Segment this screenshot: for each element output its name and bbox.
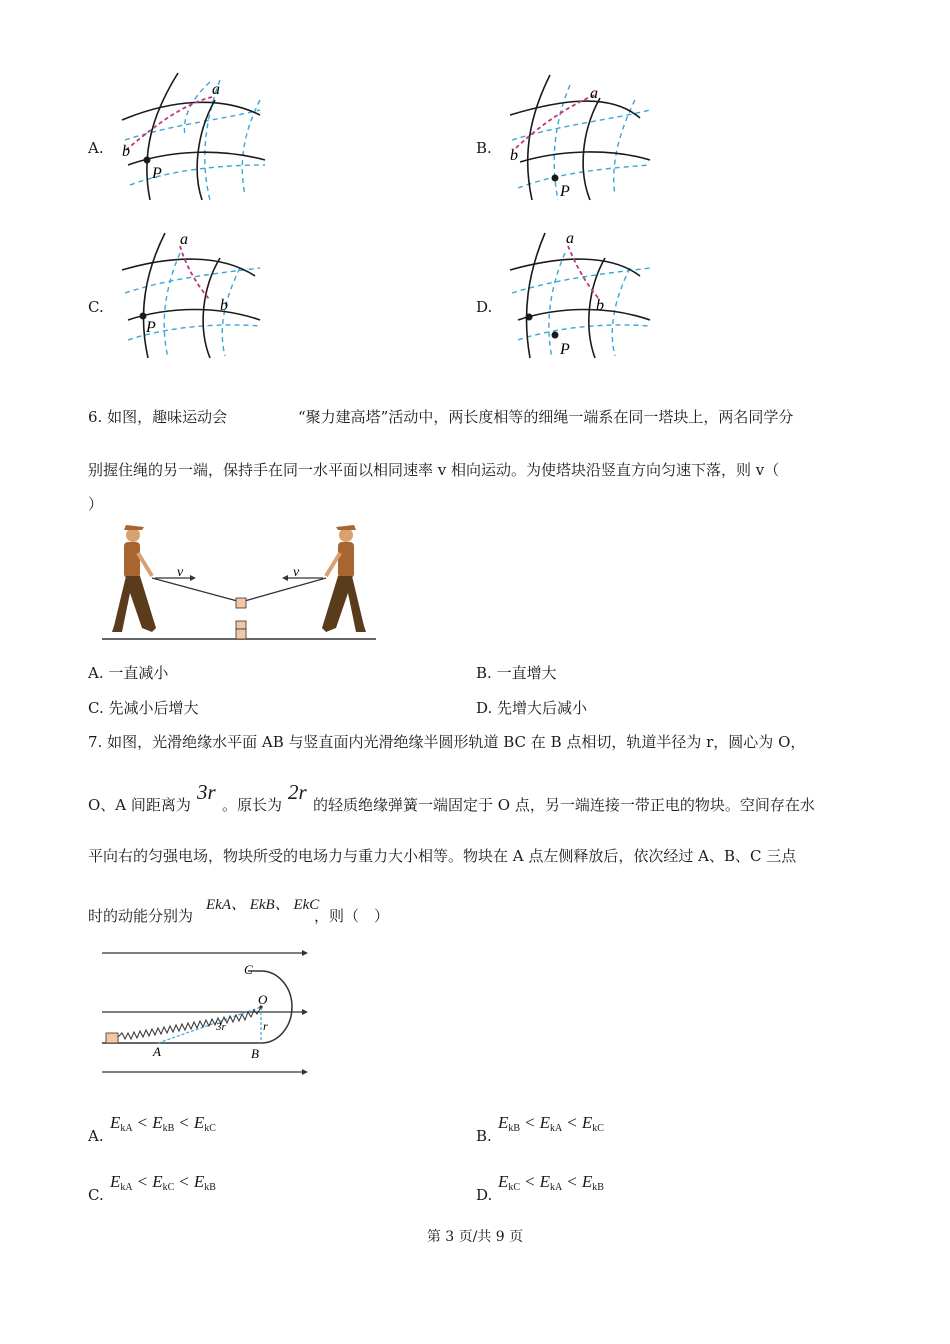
q7-option-c-label: C. [88,1186,104,1204]
q6-option-c-label: C. [88,699,104,717]
field-figure-d [500,228,665,363]
left-rope [152,578,241,602]
option-b-label: B. [476,139,492,157]
label-r: r [263,1019,268,1033]
equipotential-line [184,82,210,135]
label-p: P [146,319,156,336]
q7-text-1: 如图，光滑绝缘水平面 AB 与竖直面内光滑绝缘半圆形轨道 BC 在 B 点相切，轨道半径为 r，圆心为 O， [107,733,806,751]
label-b: b [596,297,604,314]
equipotential-line [614,100,635,195]
equipotential-line [205,80,220,200]
right-rope [241,578,326,602]
equipotential-line [164,253,180,358]
q6-option-b [476,663,557,683]
field-line [518,310,650,321]
q6-option-c-text: 先减小后增大 [108,699,199,717]
equipotential-line [125,268,260,293]
label-b: B [251,1046,259,1061]
q7-value-2r: 2r [288,780,307,804]
q7-ek-list: EkA、 EkB、 EkC [206,897,320,913]
q6-option-d-label: D. [476,699,493,717]
q7-text-2b: 。原长为 [222,796,283,814]
q6-option-a [88,663,168,683]
tower-block-top [236,621,246,629]
label-o: O [258,992,268,1007]
q6-option-c [88,698,199,718]
charged-block [106,1033,118,1043]
q6-option-b-text: 一直增大 [496,664,557,682]
field-figure-a [110,70,275,205]
page-footer: 第 3 页/共 9 页 [426,1229,524,1245]
option-a-label: A. [88,139,104,157]
q6-option-a-label: A. [88,664,104,682]
trajectory-path [180,246,210,300]
q7-text-2a: O、A 间距离为 [88,796,191,814]
label-p: P [560,341,570,358]
q6-option-b-label: B. [476,664,492,682]
q7-figure [98,940,313,1080]
label-a: a [590,85,598,102]
q7-option-a-formula: $E_{kA} < E_{kB} < E_{kC}$ [110,1113,216,1134]
q7-line1 [88,732,805,752]
q7-text-3: 平向右的匀强电场，物块所受的电场力与重力大小相等。物块在 A 点左侧释放后，依次经过 A、B、C 三点 [88,847,797,865]
q6-option-a-text: 一直减小 [108,664,169,682]
q6-line1 [88,407,227,427]
q7-value-3r: 3r [197,780,216,804]
q7-option-b-label: B. [476,1127,492,1145]
field-line [583,98,600,200]
q7-option-a-label: A. [88,1127,104,1145]
option-c-label: C. [88,298,104,316]
field-figure-b [500,70,665,205]
q6-text-1b: “聚力建高塔”活动中，两长度相等的细绳一端系在同一塔块上，两名同学分 [298,408,794,426]
q7-text-4a: 时的动能分别为 [88,907,194,925]
right-person [322,525,366,632]
q6-option-d-text: 先增大后减小 [497,699,588,717]
left-person [112,525,156,632]
point-p [144,157,151,164]
q7-option-b-formula: $E_{kB} < E_{kA} < E_{kC}$ [498,1113,604,1134]
equipotential-line [512,110,650,140]
label-b: b [122,143,130,160]
q7-option-d-label: D. [476,1186,493,1204]
point-upper [526,314,533,321]
equipotential-line [518,325,650,340]
field-line [197,100,215,200]
label-a: A [153,1044,161,1059]
q7-text-4b: ，则（ ） [314,907,390,925]
q6-option-d [476,698,587,718]
label-b: b [220,297,228,314]
q7-option-c-formula: $E_{kA} < E_{kC} < E_{kB}$ [110,1172,216,1193]
q7-number: 7. [88,733,103,751]
right-v-label: v [293,565,300,580]
option-d-label: D. [476,298,493,316]
field-line [526,233,545,358]
equipotential-line [125,110,260,140]
label-3r: 3r [216,1021,226,1033]
left-v-label: v [177,565,184,580]
q7-text-2c: 的轻质绝缘弹簧一端固定于 O 点，另一端连接一带正电的物块。空间存在水 [313,796,815,814]
tower-block-bottom [236,629,246,639]
label-b: b [510,147,518,164]
label-p: P [152,165,162,182]
label-a: a [180,231,188,248]
q7-option-d-formula: $E_{kC} < E_{kA} < E_{kB}$ [498,1172,604,1193]
point-p [552,332,559,339]
label-a: a [566,230,574,247]
hanging-block [236,598,246,608]
field-line [143,233,165,358]
q6-text-2: 别握住绳的另一端，保持手在同一水平面以相同速率 v 相向运动。为使塔块沿竖直方向匀速下落，则 v（ [88,461,780,479]
q6-figure [100,518,380,646]
label-p: P [560,183,570,200]
q6-text-1a: 如图，趣味运动会 [107,408,228,426]
label-c: C [244,962,253,977]
trajectory-path [568,246,600,300]
label-a: a [212,81,220,98]
field-line [520,152,650,162]
point-p [552,175,559,182]
field-figure-c [110,228,275,363]
q6-number: 6. [88,408,103,426]
q6-text-3: ） [88,495,104,513]
